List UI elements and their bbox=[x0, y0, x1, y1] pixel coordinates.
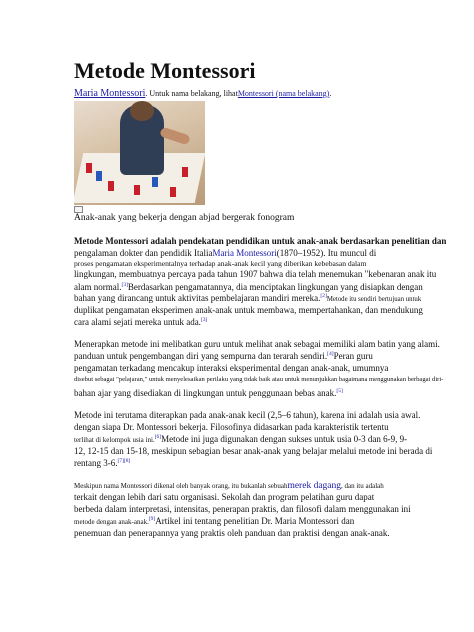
hatnote-end: . bbox=[329, 89, 332, 98]
image-caption: Anak-anak yang bekerja dengan abjad bergerak fonogram bbox=[74, 213, 295, 223]
p2-line-4: disebut sebagai "pelajaran," untuk menyelesaikan perilaku yang tidak baik atau untuk menunjukkan bagaimana menggunakan berbagai diri- bbox=[74, 376, 444, 383]
p1-line-7: duplikat pengamatan eksperimen anak-anak untuk membawa, mempertahankan, dan mendukung bbox=[74, 305, 423, 315]
article-photo[interactable] bbox=[74, 101, 205, 205]
p3-line-5: rentang 3-6.[7][8] bbox=[74, 458, 131, 468]
p3-line-4: 12, 12-15 dan 15-18, meskipun sebagian besar anak-anak yang belajar melalui metode ini berada di bbox=[74, 446, 433, 456]
p3-line-3: terlihat di kelompok usia ini.[6]Metode ini juga digunakan dengan sukses untuk usia 0-3 dan 6-9, 9- bbox=[74, 434, 408, 444]
hatnote-link-surname[interactable]: Montessori (nama belakang) bbox=[237, 89, 330, 98]
p4-line-4: metode dengan anak-anak.[9]Artikel ini tentang penelitian Dr. Maria Montessori dan bbox=[74, 516, 355, 526]
ref-3b[interactable]: [3] bbox=[200, 317, 208, 323]
p4-line-1: Meskipun nama Montessori dikenal oleh banyak orang, itu bukanlah sebuahmerek dagang, dan itu adalah bbox=[74, 481, 384, 491]
ref-6[interactable]: [6] bbox=[154, 434, 162, 440]
ref-5[interactable]: [5] bbox=[336, 388, 343, 394]
ref-2[interactable]: [2] bbox=[320, 293, 327, 299]
ref-9[interactable]: [9] bbox=[148, 516, 156, 522]
p2-line-1: Menerapkan metode ini melibatkan guru untuk melihat anak sebagai memiliki alam batin yang alami. bbox=[74, 339, 440, 349]
link-merek-dagang[interactable]: merek dagang bbox=[287, 481, 341, 491]
p2-line-3: pengamatan terkadang mencakup interaksi eksperimental dengan anak-anak, umumnya bbox=[74, 363, 389, 373]
p1-line-2: pengalaman dokter dan pendidik ItaliaMaria Montessori(1870–1952). Itu muncul di bbox=[74, 248, 377, 258]
hatnote-text: . Untuk nama belakang, lihat bbox=[145, 89, 238, 98]
p1-line-6: bahan yang dirancang untuk aktivitas pembelajaran mandiri mereka.[2]Metode itu sendiri bertujuan untuk bbox=[74, 293, 422, 303]
p4-line-5: penemuan dan penerapannya yang praktis oleh panduan dan praktisi dengan anak-anak. bbox=[74, 528, 390, 538]
ref-7-8[interactable]: [7][8] bbox=[117, 458, 131, 464]
p3-line-2: dengan siapa Dr. Montessori bekerja. Filosofinya didasarkan pada karakteristik tertentu bbox=[74, 422, 389, 432]
p1-line-1: Metode Montessori adalah pendekatan pendidikan untuk anak-anak berdasarkan penelitian dan bbox=[74, 236, 447, 246]
p3-line-1: Metode ini terutama diterapkan pada anak-anak kecil (2,5–6 tahun), karena ini adalah usia awal. bbox=[74, 410, 421, 420]
p1-line-5: alam normal.[3]Berdasarkan pengamatannya, dia menciptakan lingkungan yang disiapkan dengan bbox=[74, 282, 423, 292]
ref-3[interactable]: [3] bbox=[121, 282, 128, 288]
page-title: Metode Montessori bbox=[74, 58, 256, 83]
p2-line-2: panduan untuk pengembangan diri yang sempurna dan terarah sendiri.[4]Peran guru bbox=[74, 351, 373, 361]
hatnote bbox=[74, 89, 331, 99]
hatnote-link-maria[interactable]: Maria Montessori bbox=[74, 88, 146, 99]
p4-line-2: terkait dengan lebih dari satu organisasi. Sekolah dan program pelatihan guru dapat bbox=[74, 492, 375, 502]
p4-line-3: berbeda dalam interpretasi, intensitas, penerapan praktis, dan filosofi dalam menggunakan ini bbox=[74, 504, 411, 514]
p1-line-3: proses pengamatan eksperimentalnya terhadap anak-anak kecil yang diberikan kebebasan dalam bbox=[74, 259, 367, 268]
p1-line-4: lingkungan, membuatnya percaya pada tahun 1907 bahwa dia telah menemukan "kebenaran anak itu bbox=[74, 269, 437, 279]
ref-4[interactable]: [4] bbox=[327, 351, 334, 357]
link-maria-montessori[interactable]: Maria Montessori bbox=[212, 248, 277, 258]
p2-line-5: bahan ajar yang disediakan di lingkungan untuk penggunaan bebas anak.[5] bbox=[74, 388, 343, 398]
p1-line-8: cara alami sejati mereka untuk ada.[3] bbox=[74, 317, 208, 327]
